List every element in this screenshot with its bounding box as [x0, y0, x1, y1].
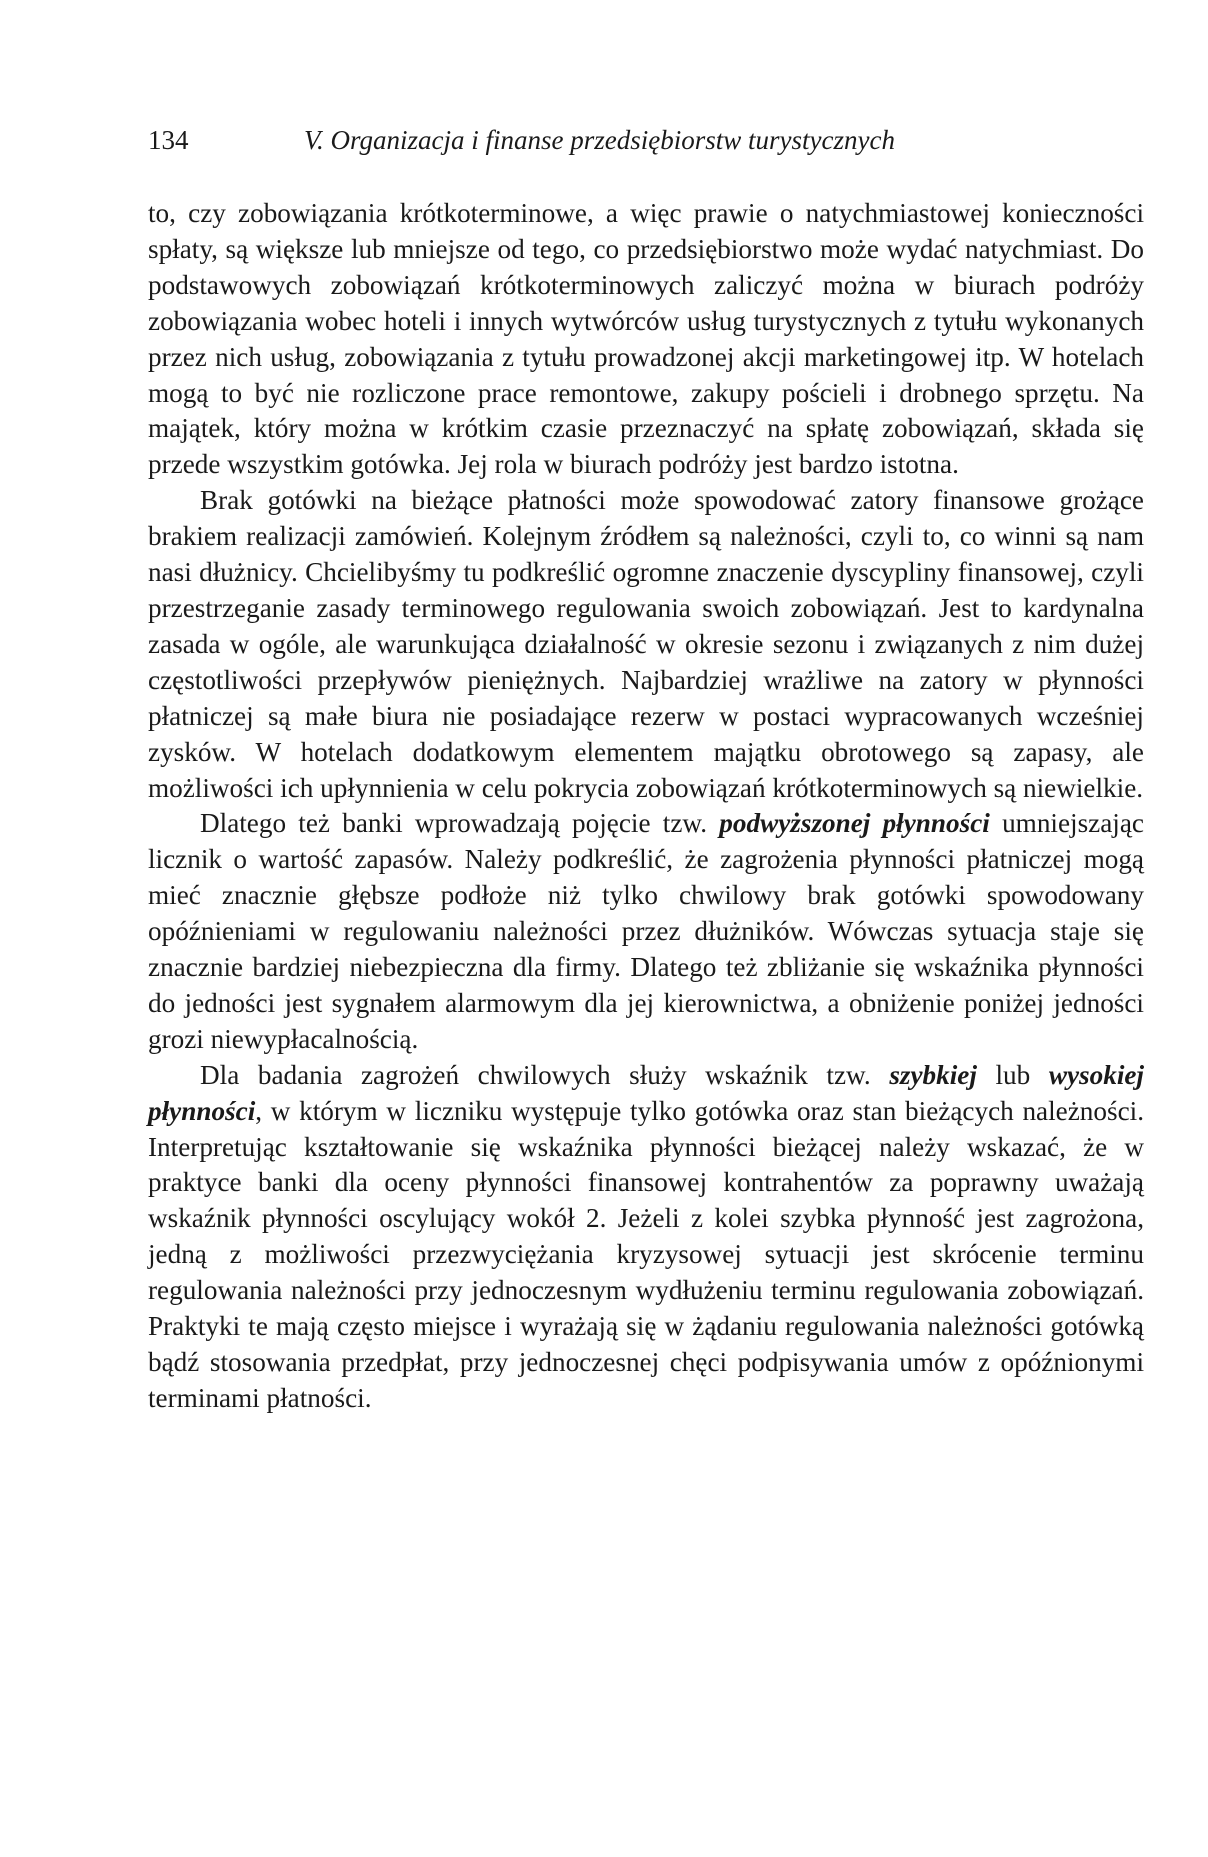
paragraph-3-text-before: Dlatego też banki wprowadzają pojęcie tzw. — [200, 808, 720, 839]
body-text — [148, 196, 1144, 1417]
paragraph-4-text-before: Dla badania zagrożeń chwilowych służy wskaźnik tzw. — [200, 1059, 890, 1090]
paragraph-3 — [148, 806, 1144, 1057]
term-szybkiej: szybkiej — [889, 1059, 977, 1090]
paragraph-3-text-after: umniejszając licznik o wartość zapasów. Należy podkreślić, że zagrożenia płynności płatniczej mogą mieć znacznie głębsze podłoże niż tylko chwilowy brak gotówki spowodowany opóźnieniami w regulowaniu należności przez dłużników. Wówczas sytuacja staje się znacznie bardziej niebezpieczna dla firmy. Dlatego też zbliżanie się wskaźnika płynności do jedności jest sygnałem alarmowym dla jej kierownictwa, a obniżenie poniżej jedności grozi niewypłacalnością. — [148, 808, 1144, 1054]
term-wysokiej-plynnosci: wysokiej płynności — [148, 1059, 1144, 1126]
paragraph-4-text-middle: lub — [976, 1059, 1049, 1090]
running-title: V. Organizacja i finanse przedsiębiorstw turystycznych — [304, 125, 895, 155]
paragraph-1: to, czy zobowiązania krótkoterminowe, a więc prawie o natychmiastowej konieczności spłaty, są większe lub mniejsze od tego, co przedsiębiorstwo może wydać natychmiast. Do podstawowych zobowiązań krótkoterminowych zaliczyć można w biurach podróży zobowiązania wobec hoteli i innych wytwórców usług turystycznych z tytułu wykonanych przez nich usług, zobowiązania z tytułu prowadzonej akcji marketingowej itp. W hotelach mogą to być nie rozliczone prace remontowe, zakupy pościeli i drobnego sprzętu. Na majątek, który można w krótkim czasie przeznaczyć na spłatę zobowiązań, składa się przede wszystkim gotówka. Jej rola w biurach podróży jest bardzo istotna. — [148, 198, 1144, 480]
page-number: 134 — [148, 125, 189, 155]
paragraph-4-text-after: , w którym w liczniku występuje tylko gotówka oraz stan bieżących należności. Interpretując kształtowanie się wskaźnika płynności bieżącej należy wskazać, że w praktyce banki dla oceny płynności finansowej kontrahentów za poprawny uważają wskaźnik płynności oscylujący wokół 2. Jeżeli z kolei szybka płynność jest zagrożona, jedną z możliwości przezwyciężania kryzysowej sytuacji jest skrócenie terminu regulowania należności przy jednoczesnym wydłużeniu terminu regulowania zobowiązań. Praktyki te mają często miejsce i wyrażają się w żądaniu regulowania należności gotówką bądź stosowania przedpłat, przy jednoczesnej chęci podpisywania umów z opóźnionymi terminami płatności. — [148, 1095, 1144, 1413]
paragraph-2: Brak gotówki na bieżące płatności może spowodować zatory finansowe grożące brakiem realizacji zamówień. Kolejnym źródłem są należności, czyli to, co winni są nam nasi dłużnicy. Chcielibyśmy tu podkreślić ogromne znaczenie dyscypliny finansowej, czyli przestrzeganie zasady terminowego regulowania swoich zobowiązań. Jest to kardynalna zasada w ogóle, ale warunkująca działalność w okresie sezonu i związanych z nim dużej częstotliwości przepływów pieniężnych. Najbardziej wrażliwe na zatory w płynności płatniczej są małe biura nie posiadające rezerw w postaci wypracowanych wcześniej zysków. W hotelach dodatkowym elementem majątku obrotowego są zapasy, ale możliwości ich upłynnienia w celu pokrycia zobowiązań krótkoterminowych są niewielkie. — [148, 485, 1144, 803]
paragraph-4 — [148, 1058, 1144, 1417]
term-podwyzszona-plynnosc: podwyższonej płynności — [719, 808, 990, 839]
running-header — [148, 120, 1148, 160]
